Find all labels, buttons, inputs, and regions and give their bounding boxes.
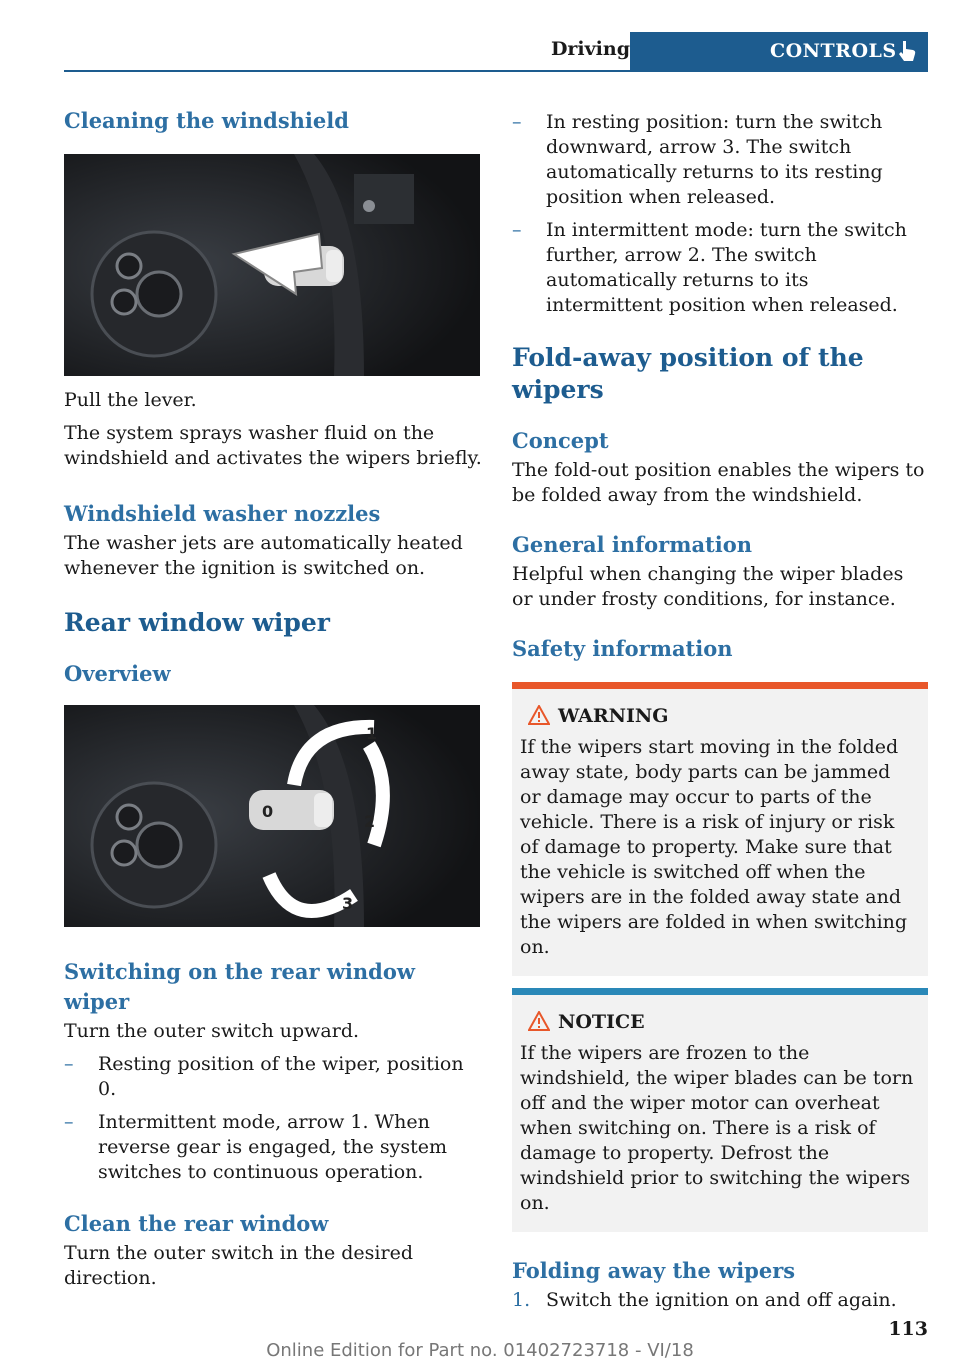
heading-foldaway-position: Fold-away position of the wipers (512, 343, 864, 404)
hand-pointer-icon (898, 40, 918, 62)
text-concept: The fold-out position enables the wipers to be folded away from the windshield. (512, 459, 925, 506)
heading-washer-nozzles: Windshield washer nozzles (64, 501, 381, 526)
page-number: 113 (888, 1318, 928, 1340)
list-positions (512, 110, 928, 318)
list-steps (512, 1288, 928, 1313)
page-header (64, 32, 928, 72)
warning-header (520, 703, 914, 729)
heading-cleaning-windshield: Cleaning the windshield (64, 108, 349, 133)
list-switching (64, 1052, 484, 1185)
chapter-tab (630, 32, 928, 70)
notice-text: If the wipers are frozen to the windshield, the wiper blades can be torn off and the wiper motor can overheat when switching on. There is a risk of damage to property. Defrost the windshield prior to switching the wipers on. (520, 1042, 914, 1214)
list-item: – In intermittent mode: turn the switch further, arrow 2. The switch automatically returns to its intermittent position when released. (512, 219, 907, 316)
text-pull-lever: Pull the lever. (64, 389, 197, 411)
list-item: – Resting position of the wiper, position 0. (64, 1053, 464, 1100)
heading-general-information: General information (512, 532, 753, 557)
heading-safety-information: Safety information (512, 636, 733, 661)
text-general-information: Helpful when changing the wiper blades or under frosty conditions, for instance. (512, 563, 904, 610)
heading-clean-rear-window: Clean the rear window (64, 1211, 329, 1236)
heading-folding-away: Folding away the wipers (512, 1258, 796, 1283)
figure-windshield-lever (64, 154, 480, 376)
warning-triangle-icon (528, 1011, 550, 1031)
chapter-title: CONTROLS (770, 40, 897, 62)
text-sprays-fluid: The system sprays washer fluid on the windshield and activates the wipers briefly. (64, 422, 482, 469)
text-clean-rear-window: Turn the outer switch in the desired direction. (64, 1242, 413, 1289)
text-washer-nozzles: The washer jets are automatically heated whenever the ignition is switched on. (64, 532, 463, 579)
arrow-1-label: 1 (366, 724, 378, 743)
figure-rear-wiper-switch (64, 705, 480, 927)
arrow-3-label: 3 (342, 894, 354, 913)
list-item: – Intermittent mode, arrow 1. When reverse gear is engaged, the system switches to continuous operation. (64, 1111, 448, 1183)
footer-edition: Online Edition for Part no. 01402723718 - VI/18 (266, 1340, 694, 1361)
right-column (512, 106, 928, 1313)
heading-rear-wiper: Rear window wiper (64, 608, 330, 637)
notice-header (520, 1009, 914, 1035)
heading-concept: Concept (512, 428, 609, 453)
left-column (64, 106, 484, 1291)
text-turn-upward: Turn the outer switch upward. (64, 1020, 360, 1042)
position-0-label: 0 (262, 802, 274, 821)
arrow-2-label: 2 (364, 812, 376, 831)
heading-overview: Overview (64, 661, 171, 686)
warning-title: WARNING (558, 705, 669, 727)
notice-title: NOTICE (558, 1011, 645, 1033)
notice-box (512, 988, 928, 1232)
list-item: – In resting position: turn the switch downward, arrow 3. The switch automatically returns to its resting position when released. (512, 111, 883, 208)
warning-text: If the wipers start moving in the folded away state, body parts can be jammed or damage may occur to parts of the vehicle. There is a risk of injury or risk of damage to property. Make sure that the vehicle is switched off when the wipers are in the folded away state and the wipers are folded in when switching on. (520, 736, 908, 958)
warning-box (512, 682, 928, 976)
section-title: Driving (550, 38, 630, 60)
list-item: 1. Switch the ignition on and off again. (512, 1289, 897, 1311)
heading-switching-rear-wiper: Switching on the rear window wiper (64, 959, 415, 1014)
warning-triangle-icon (528, 705, 550, 725)
